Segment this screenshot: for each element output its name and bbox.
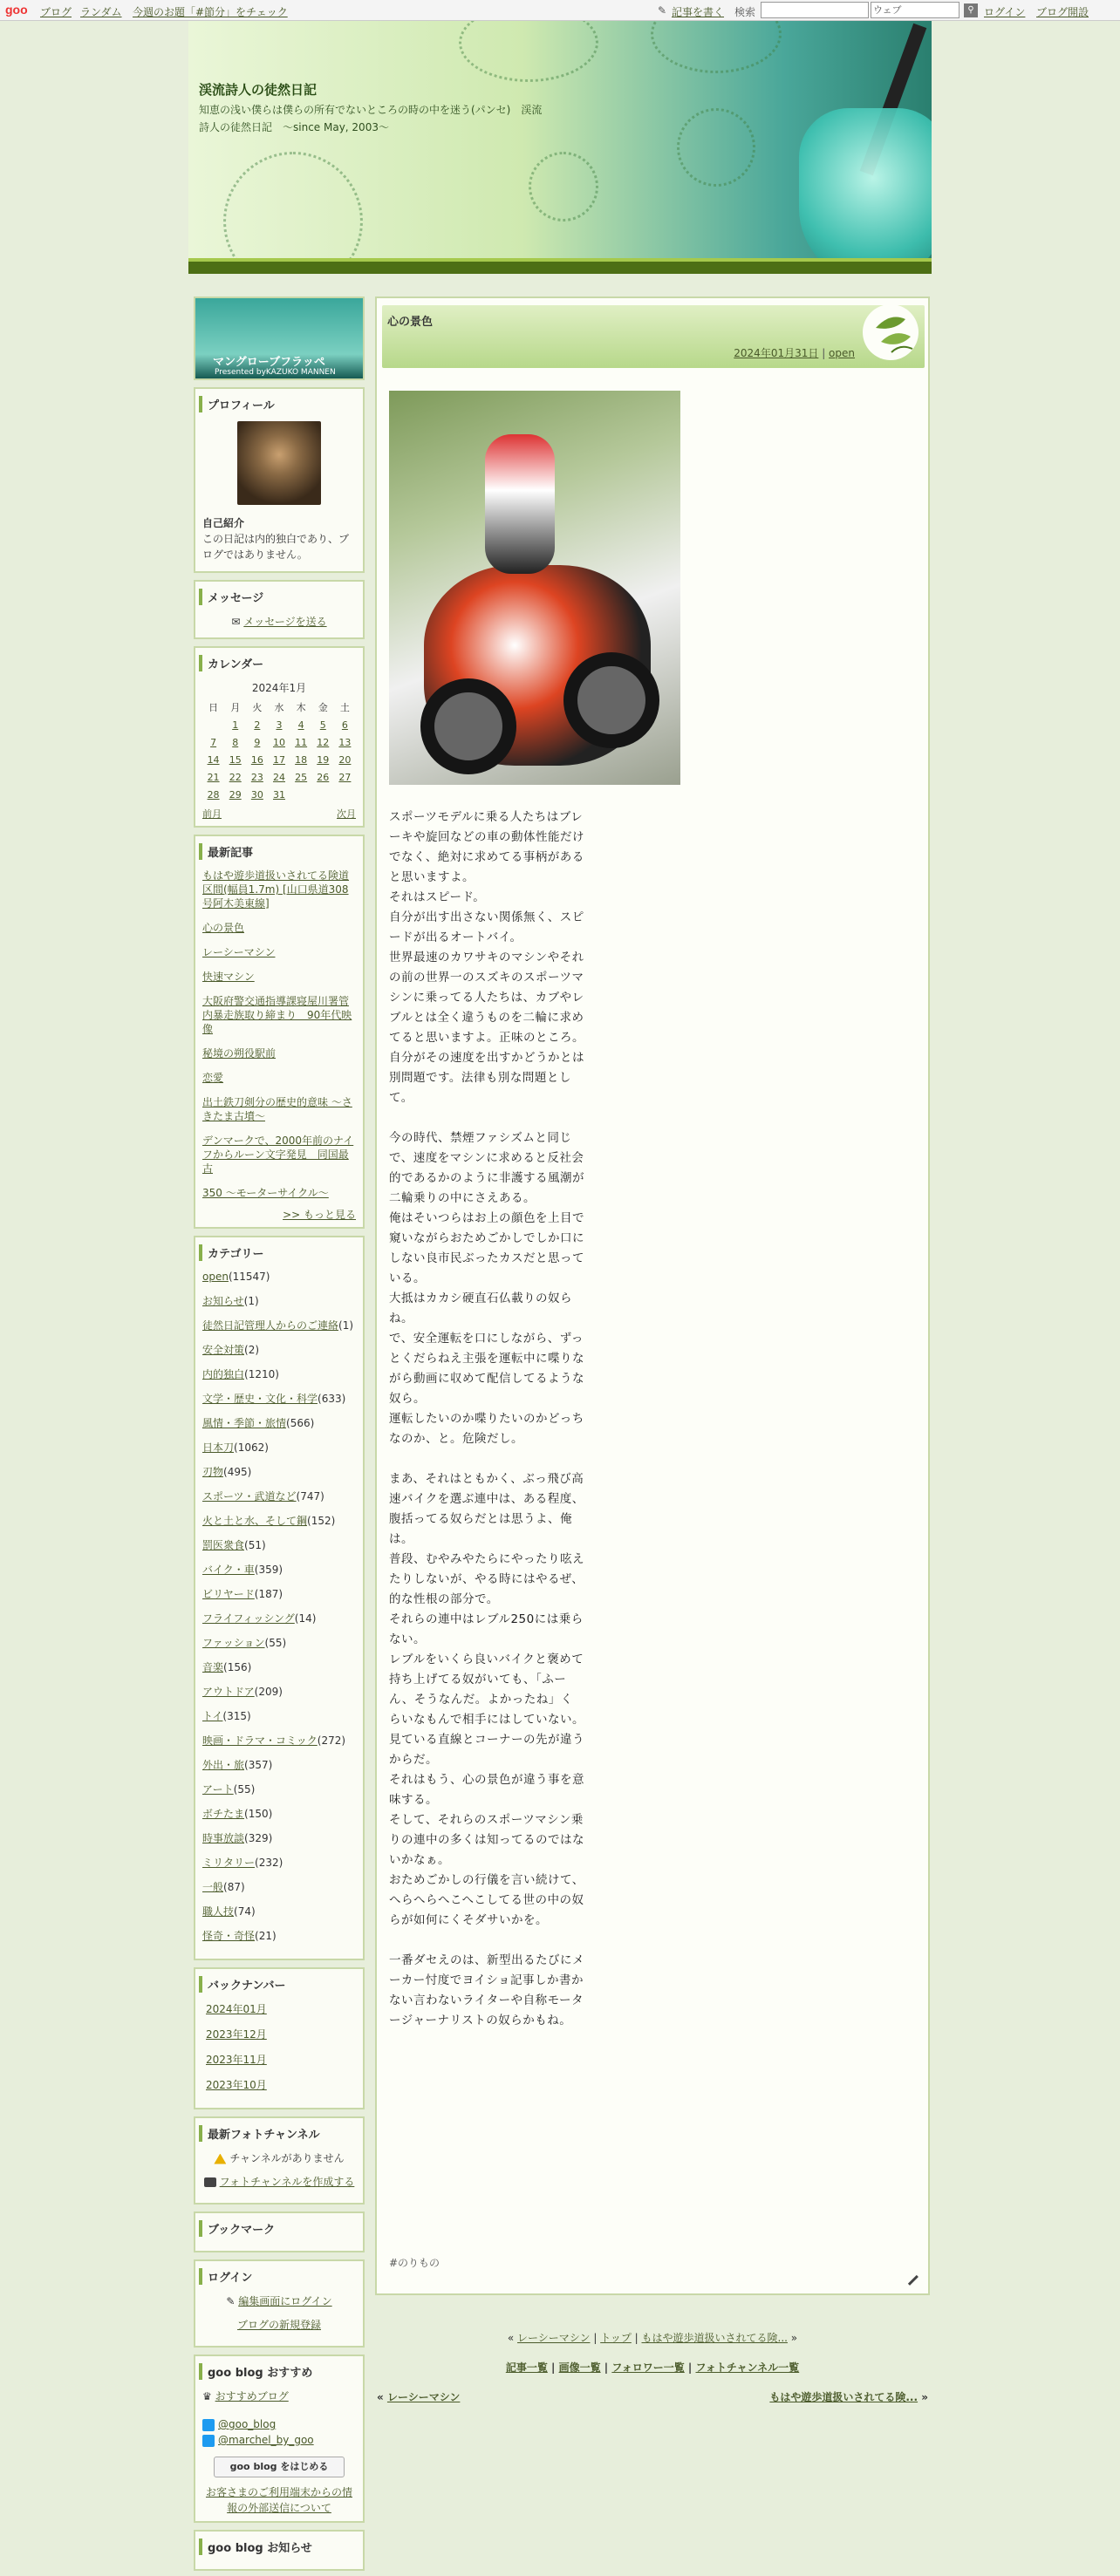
entry-tag[interactable]: #のりもの <box>389 2257 440 2269</box>
entry-paragraph: スポーツモデルに乗る人たちはブレーキや旋回などの車の動体性能だけでなく、絶対に求めてる事柄があると思いますよ。 それはスピード。 自分が出す出さない関係無く、スピードが出るオートバイ。 世界最速のカワサキのマシンやそれの前の世界一のスズキのスポーツマシンに乗ってる人たちは、カブやレブルとは全く違うものを二輪に求めてると思いますよ。正味のところ。 自分がその速度を出すかどうかとは別問題です。法律も別な問題として。 <box>389 810 584 1105</box>
recent-article-link[interactable]: 大阪府警交通指導課寝屋川署管内暴走族取り締まり 90年代映像 <box>202 995 352 1035</box>
header-drink-image <box>799 108 932 274</box>
message-box <box>194 580 365 639</box>
topbar-random-link[interactable]: ランダム <box>80 6 122 18</box>
prev-entry-link[interactable]: レーシーマシン <box>517 2332 591 2344</box>
weekday: 木 <box>296 702 306 713</box>
edit-pen-icon[interactable] <box>901 2268 919 2286</box>
category-link[interactable]: アウトドア <box>202 1686 255 1698</box>
calendar-next[interactable]: 次月 <box>337 808 356 820</box>
bookmark-box <box>194 2211 365 2252</box>
category-heading: カテゴリー <box>199 1244 356 1261</box>
edit-login-link[interactable]: 編集画面にログイン <box>238 2295 332 2307</box>
category-count: (1062) <box>234 1441 269 1454</box>
recent-box <box>194 835 365 1229</box>
category-count: (156) <box>223 1661 252 1673</box>
image-list-link[interactable]: 画像一覧 <box>558 2361 601 2374</box>
send-message-link[interactable]: メッセージを送る <box>243 616 327 628</box>
calendar-day[interactable]: 13 <box>338 736 352 748</box>
weekday: 土 <box>339 702 350 713</box>
rear-wheel <box>563 652 659 748</box>
calendar-day[interactable]: 26 <box>317 771 330 783</box>
twitter-icon <box>202 2435 215 2447</box>
calendar-box <box>194 646 365 828</box>
calendar-day[interactable]: 6 <box>341 719 348 731</box>
list-nav: 記事一覧 | 画像一覧 | フォロワー一覧 | フォトチャンネル一覧 <box>505 2361 800 2374</box>
profile-box <box>194 387 365 573</box>
weekday: 月 <box>230 702 241 713</box>
calendar-day[interactable]: 8 <box>232 736 239 748</box>
category-count: (329) <box>244 1832 273 1844</box>
backnumber-box <box>194 1967 365 2109</box>
category-link[interactable]: ミリタリー <box>202 1857 256 1869</box>
calendar-heading: カレンダー <box>199 655 356 671</box>
avatar <box>237 421 321 505</box>
recent-heading: 最新記事 <box>199 843 356 860</box>
search-input[interactable] <box>761 2 869 18</box>
category-link[interactable]: バイク・車 <box>202 1564 255 1576</box>
calendar-day[interactable]: 29 <box>229 788 242 801</box>
sidebar <box>194 296 365 2576</box>
calendar-day[interactable]: 15 <box>229 753 242 766</box>
backnumber-link[interactable]: 2023年10月 <box>206 2079 267 2091</box>
blog-title[interactable]: 渓流詩人の徒然日記 <box>199 82 318 98</box>
intro-label: 自己紹介 <box>202 517 245 529</box>
calendar-day[interactable]: 3 <box>276 719 283 731</box>
news-box <box>194 2530 365 2571</box>
category-count: (747) <box>296 1490 324 1503</box>
calendar-day[interactable]: 28 <box>207 788 220 801</box>
category-count: (2) <box>244 1344 260 1356</box>
article-list-link[interactable]: 記事一覧 <box>505 2361 548 2374</box>
leaf-icon <box>860 302 921 363</box>
calendar-day[interactable]: 21 <box>207 771 220 783</box>
calendar-day[interactable]: 31 <box>272 788 285 801</box>
recent-article-link[interactable]: レーシーマシン <box>202 946 276 958</box>
twitter-link-2[interactable]: @marchel_by_goo <box>218 2434 314 2446</box>
photo-channel-list-link[interactable]: フォトチャンネル一覧 <box>695 2361 800 2374</box>
category-count: (14) <box>294 1612 317 1625</box>
calendar-day[interactable]: 30 <box>250 788 263 801</box>
calendar-day[interactable]: 20 <box>338 753 352 766</box>
calendar-day[interactable]: 4 <box>297 719 304 731</box>
category-count: (51) <box>244 1539 266 1551</box>
category-link[interactable]: 時事放談 <box>202 1832 245 1844</box>
category-link[interactable]: 罰医衆食 <box>202 1539 245 1551</box>
recent-article-link[interactable]: 恋愛 <box>202 1072 224 1084</box>
photo-channel-box <box>194 2116 365 2205</box>
category-count: (21) <box>255 1930 277 1942</box>
category-link[interactable]: フライフィッシング <box>202 1612 295 1625</box>
calendar-day[interactable]: 18 <box>295 753 308 766</box>
category-link[interactable]: 文学・歴史・文化・科学 <box>202 1393 318 1405</box>
search-scope-select[interactable]: ウェブ <box>871 2 960 18</box>
calendar-month: 2024年1月 <box>251 682 307 694</box>
recommend-heading: goo blog おすすめ <box>199 2363 356 2380</box>
calendar-day[interactable]: 7 <box>210 736 217 748</box>
recent-article-link[interactable]: もはや遊歩道扱いされてる険道区間(幅員1.7m) [山口県道308号阿木美東線] <box>202 869 350 910</box>
calendar-day[interactable]: 9 <box>254 736 261 748</box>
category-count: (359) <box>254 1564 283 1576</box>
ornament <box>677 108 755 187</box>
create-channel-link[interactable]: フォトチャンネルを作成する <box>219 2176 355 2188</box>
category-link[interactable]: アート <box>202 1783 234 1796</box>
category-count: (633) <box>318 1393 346 1405</box>
recent-article-link[interactable]: 秘境の朔役駅前 <box>202 1047 277 1060</box>
calendar-day[interactable]: 27 <box>338 771 352 783</box>
calendar-day[interactable]: 11 <box>295 736 308 748</box>
warning-icon <box>214 2154 226 2164</box>
calendar-day[interactable]: 22 <box>229 771 242 783</box>
calendar-prev[interactable]: 前月 <box>202 808 222 820</box>
external-transmission-link[interactable]: お客さまのご利用端末からの情報の外部送信について <box>205 2486 352 2514</box>
entry-paragraph: 一番ダセえのは、新型出るたびにメーカー忖度でヨイショ記事しか書かない言わないライターや自称モータージャーナリストの奴らかもね。 <box>389 1953 584 2027</box>
bottom-next-link[interactable]: もはや遊歩道扱いされてる険... <box>769 2391 919 2403</box>
no-channel-text: チャンネルがありません <box>229 2152 345 2164</box>
category-link[interactable]: 職人技 <box>202 1905 235 1918</box>
more-articles-link[interactable]: >> もっと見る <box>283 1209 356 1221</box>
entry-category-link[interactable]: open <box>829 347 855 359</box>
category-count: (1) <box>243 1295 259 1307</box>
login-link[interactable]: ログイン <box>984 6 1026 18</box>
news-heading: goo blog お知らせ <box>199 2539 356 2555</box>
start-goo-blog-button[interactable]: goo blog をはじめる <box>214 2457 345 2477</box>
login-heading: ログイン <box>199 2268 356 2285</box>
category-count: (209) <box>254 1686 283 1698</box>
recommended-blog-link[interactable]: おすすめブログ <box>215 2390 289 2402</box>
follower-list-link[interactable]: フォロワー一覧 <box>611 2361 685 2374</box>
open-blog-link[interactable]: ブログ開設 <box>1036 6 1089 18</box>
twitter-icon <box>202 2419 215 2431</box>
weekday: 日 <box>208 702 219 713</box>
meta-separator: | <box>818 347 830 359</box>
profile-heading: プロフィール <box>199 396 356 412</box>
category-link[interactable]: 内的独白 <box>202 1368 245 1380</box>
backnumber-heading: バックナンバー <box>199 1976 356 1993</box>
entry-paragraph: まあ、それはともかく、ぶっ飛び高速バイクを選ぶ連中は、ある程度、腹括ってる奴らだとは思うよ、俺は。 普段、むやみやたらにやったり呟えたりしないが、やる時にはやるぜ、的な性根の部分で。 それらの連中はレブル250には乗らない。 レブルをいくら良いバイクと褒めて持ち上げてる奴がいても、「ふーん、そうなんだ。よかったね」くらいなもんで相手にはしていない。 見ている直線とコーナーの先が違うからだ。 それはもう、心の景色が違う事を意味する。 そして、それらのスポーツマシン乗りの連中の多くは知ってるのではないかなぁ。 おためごかしの行儀を言い続けて、へらへらへこへこしてる世の中の奴らが如何にくそダサいかを。 <box>389 1472 584 1927</box>
banner-subtitle: Presented byKAZUKO MANNEN <box>215 368 336 377</box>
category-link[interactable]: 怪奇・奇怪 <box>202 1930 256 1942</box>
header-bar <box>188 262 932 274</box>
category-link[interactable]: 刃物 <box>202 1466 224 1478</box>
calendar-day[interactable]: 1 <box>232 719 239 731</box>
category-link[interactable]: トイ <box>202 1710 223 1722</box>
category-count: (272) <box>317 1734 346 1747</box>
front-wheel <box>420 678 516 774</box>
rider <box>485 434 555 574</box>
calendar-day[interactable]: 10 <box>272 736 285 748</box>
category-count: (87) <box>223 1881 245 1893</box>
category-count: (1210) <box>244 1368 279 1380</box>
write-article-link[interactable]: 記事を書く <box>672 6 725 18</box>
category-count: (55) <box>264 1637 287 1649</box>
category-count: (74) <box>234 1905 256 1918</box>
category-link[interactable]: 安全対策 <box>202 1344 245 1356</box>
search-label: 検索 <box>734 6 756 18</box>
ornament <box>529 152 598 221</box>
category-link[interactable]: スポーツ・武道など <box>202 1490 297 1503</box>
backnumber-link[interactable]: 2023年12月 <box>206 2028 267 2041</box>
category-link[interactable]: 映画・ドラマ・コミック <box>202 1734 318 1747</box>
category-count: (566) <box>286 1417 315 1429</box>
topbar-theme-link[interactable]: 今週のお題「#節分」をチェック <box>133 6 288 18</box>
entry-title[interactable]: 心の景色 <box>387 316 434 329</box>
category-box <box>194 1236 365 1960</box>
weekday: 水 <box>274 702 284 713</box>
category-count: (1) <box>338 1319 354 1332</box>
envelope-icon: ✉ <box>231 616 241 628</box>
calendar-day[interactable]: 5 <box>319 719 326 731</box>
category-link[interactable]: ボチたま <box>202 1808 245 1820</box>
crown-icon: ♛ <box>202 2390 212 2402</box>
recent-article-link[interactable]: デンマークで、2000年前のナイフからルーン文字発見 同国最古 <box>202 1135 354 1175</box>
weekday: 金 <box>318 702 328 713</box>
category-link[interactable]: 一般 <box>202 1881 224 1893</box>
category-link[interactable]: 外出・旅 <box>202 1759 245 1771</box>
weekday: 火 <box>252 702 263 713</box>
bookmark-heading: ブックマーク <box>199 2220 356 2237</box>
calendar-day[interactable]: 17 <box>272 753 285 766</box>
ornament <box>651 21 782 73</box>
next-entry-link[interactable]: もはや遊歩道扱いされてる険... <box>641 2332 788 2344</box>
photo-channel-heading: 最新フォトチャンネル <box>199 2125 356 2142</box>
category-count: (495) <box>223 1466 252 1478</box>
intro-text: この日記は内的独白であり、ブログではありません。 <box>202 533 350 561</box>
category-link[interactable]: 徒然日記管理人からのご連絡 <box>202 1319 339 1332</box>
category-link[interactable]: ビリヤード <box>202 1588 255 1600</box>
login-box <box>194 2259 365 2348</box>
entry-body <box>389 808 584 2031</box>
calendar-day[interactable]: 19 <box>317 753 330 766</box>
top-link[interactable]: トップ <box>600 2332 632 2344</box>
category-link[interactable]: 音楽 <box>202 1661 224 1673</box>
top-bar <box>0 0 1120 21</box>
category-count: (315) <box>222 1710 251 1722</box>
category-link[interactable]: 風情・季節・旅情 <box>202 1417 287 1429</box>
category-count: (357) <box>244 1759 273 1771</box>
calendar-day[interactable]: 25 <box>295 771 308 783</box>
goo-logo[interactable]: goo <box>5 3 28 17</box>
category-link[interactable]: ファッション <box>202 1637 265 1649</box>
category-count: (11547) <box>228 1271 270 1283</box>
entry-meta <box>734 345 855 360</box>
category-link[interactable]: 火と土と水、そして鋼 <box>202 1515 308 1527</box>
category-count: (152) <box>307 1515 336 1527</box>
motorcycle-photo[interactable] <box>389 391 680 785</box>
category-link[interactable]: お知らせ <box>202 1295 244 1307</box>
message-heading: メッセージ <box>199 589 356 605</box>
recommend-box <box>194 2355 365 2523</box>
category-count: (55) <box>233 1783 256 1796</box>
category-link[interactable]: open <box>202 1271 229 1283</box>
bottom-prev-link[interactable]: レーシーマシン <box>386 2391 461 2403</box>
backnumber-link[interactable]: 2024年01月 <box>206 2003 267 2015</box>
calendar-table <box>202 699 356 803</box>
backnumber-link[interactable]: 2023年11月 <box>206 2054 267 2066</box>
calendar-day[interactable]: 16 <box>250 753 263 766</box>
category-count: (150) <box>244 1808 273 1820</box>
recent-article-link[interactable]: 心の景色 <box>202 922 245 934</box>
entry-paragraph: 今の時代、禁煙ファシズムと同じで、速度をマシンに求めると反社会的であるかのように非護する風潮が二輪乗りの中にさえある。 俺はそいつらはお上の顔色を上目で窺いながらおためごかしでしか口にしない良市民ぶったカスだと思っている。 大抵はカカシ硬直石仏載りの奴らね。 で、安全運転を口にしながら、ずっとくだらねえ主張を運転中に喋りながら動画に収めて配信してるような奴ら。 運転したいのか喋りたいのかどっちなのか、と。危険だし。 <box>389 1131 584 1446</box>
ornament <box>223 152 363 274</box>
sidebar-banner[interactable] <box>194 296 365 380</box>
entry-panel <box>375 296 930 2295</box>
pen-icon: ✎ <box>226 2295 236 2307</box>
recent-article-link[interactable]: 快速マシン <box>202 971 255 983</box>
category-count: (187) <box>254 1588 283 1600</box>
calendar-day[interactable]: 12 <box>317 736 330 748</box>
twitter-link-1[interactable]: @goo_blog <box>218 2418 277 2430</box>
banner-title: マングローブフラッペ <box>213 356 325 369</box>
search-icon[interactable]: ⚲ <box>964 3 978 17</box>
calendar-day[interactable]: 14 <box>207 753 220 766</box>
register-link[interactable]: ブログの新規登録 <box>236 2319 321 2331</box>
blog-description: 知恵の浅い僕らは僕らの所有でないところの時の中を迷う(パンセ) 渓流詩人の徒然日記 ～since May, 2003～ <box>199 104 543 133</box>
blog-header <box>188 21 932 274</box>
recent-article-link[interactable]: 350 ～モーターサイクル～ <box>202 1187 329 1199</box>
ornament <box>459 21 598 82</box>
entry-date-link[interactable]: 2024年01月31日 <box>734 347 819 359</box>
camera-icon <box>204 2177 216 2187</box>
recent-article-link[interactable]: 出土鉄刀剣分の歴史的意味 ～さきたま古墳～ <box>202 1096 352 1122</box>
category-count: (232) <box>255 1857 283 1869</box>
entry-header <box>382 305 925 368</box>
calendar-day[interactable]: 23 <box>250 771 263 783</box>
pen-icon: ✎ <box>658 4 667 17</box>
calendar-day[interactable]: 2 <box>254 719 261 731</box>
entry-nav: « レーシーマシン | トップ | もはや遊歩道扱いされてる険... » <box>507 2332 798 2344</box>
topbar-blog-link[interactable]: ブログ <box>40 6 72 18</box>
category-link[interactable]: 日本刀 <box>202 1441 235 1454</box>
calendar-day[interactable]: 24 <box>272 771 285 783</box>
